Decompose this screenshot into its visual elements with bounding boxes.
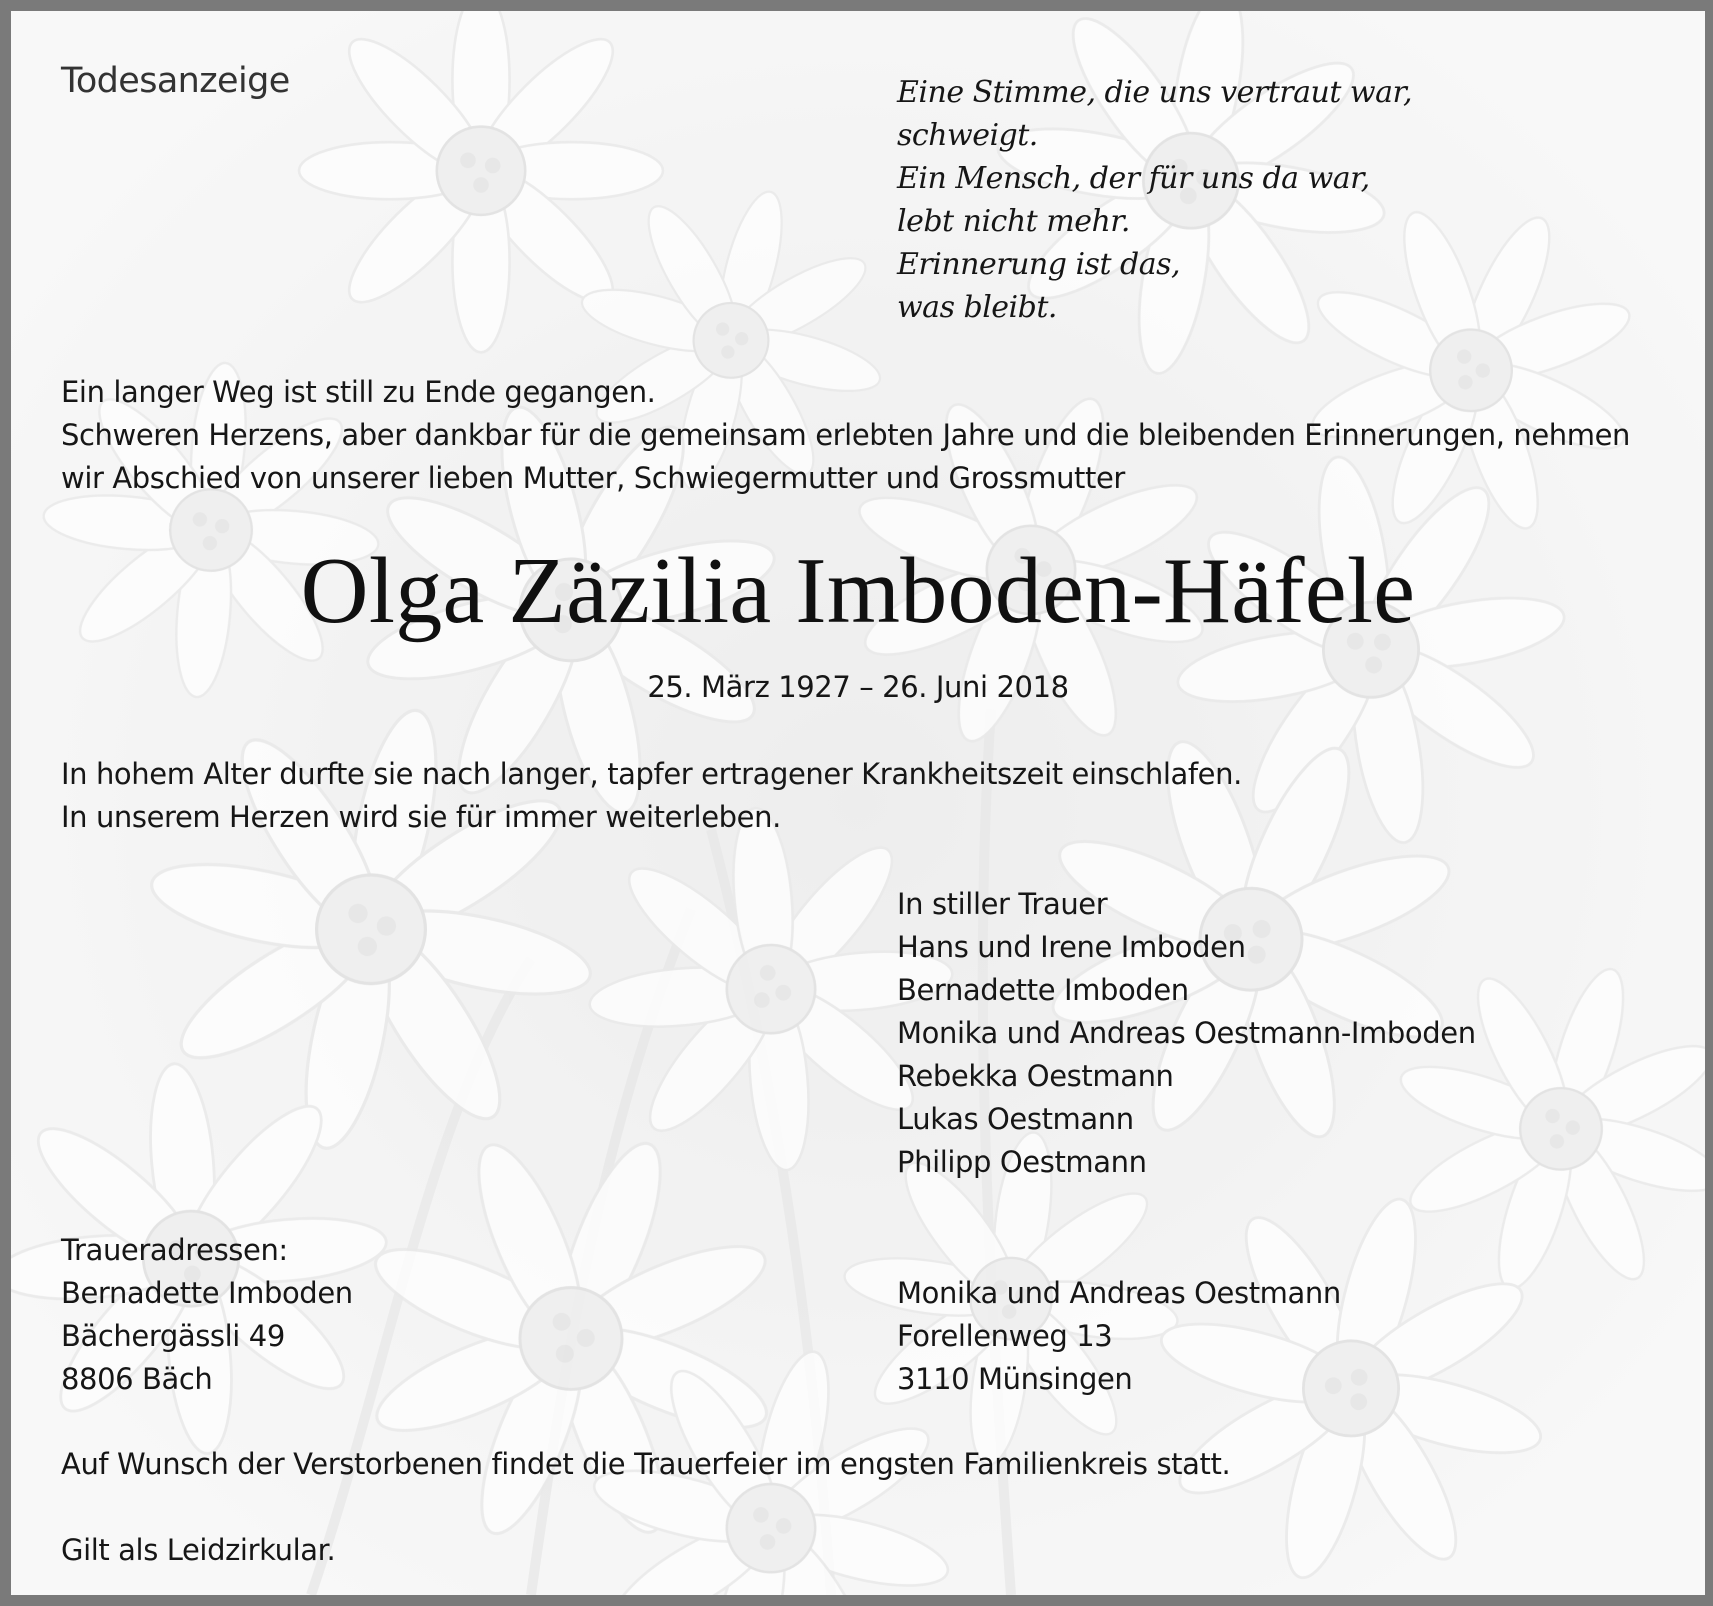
- poem-line: lebt nicht mehr.: [897, 204, 1130, 239]
- intro-line: Ein langer Weg ist still zu Ende gegangen.: [61, 375, 656, 409]
- poem-line: Erinnerung ist das,: [897, 247, 1181, 282]
- address-block-right: [897, 1272, 1341, 1401]
- ceremony-note: Auf Wunsch der Verstorbenen findet die Trauerfeier im engsten Familienkreis statt.: [61, 1447, 1231, 1481]
- address-block-left: [61, 1272, 353, 1401]
- intro-line: wir Abschied von unserer lieben Mutter, Schwiegermutter und Grossmutter: [61, 461, 1125, 495]
- intro-paragraph: [61, 371, 1630, 500]
- mourner-name: Monika und Andreas Oestmann-Imboden: [897, 1016, 1476, 1050]
- poem-line: Eine Stimme, die uns vertraut war,: [897, 75, 1413, 110]
- life-dates: 25. März 1927 – 26. Juni 2018: [647, 670, 1069, 704]
- mourner-name: Bernadette Imboden: [897, 973, 1189, 1007]
- circular-note: Gilt als Leidzirkular.: [61, 1533, 336, 1567]
- mourner-name: Philipp Oestmann: [897, 1145, 1147, 1179]
- notice-type-label: Todesanzeige: [61, 61, 290, 101]
- mourners-heading: In stiller Trauer: [897, 887, 1108, 921]
- address-line: Bernadette Imboden: [61, 1276, 353, 1310]
- addresses-label: Traueradressen:: [61, 1233, 288, 1267]
- deceased-name: Olga Zäzilia Imboden-Häfele: [300, 539, 1416, 643]
- mourner-name: Lukas Oestmann: [897, 1102, 1134, 1136]
- mourners-list: [897, 883, 1476, 1184]
- poem-line: schweigt.: [897, 118, 1038, 153]
- mourner-name: Rebekka Oestmann: [897, 1059, 1174, 1093]
- address-line: Forellenweg 13: [897, 1319, 1113, 1353]
- body-line: In unserem Herzen wird sie für immer weiterleben.: [61, 800, 781, 834]
- address-line: Monika und Andreas Oestmann: [897, 1276, 1341, 1310]
- memorial-poem: [897, 71, 1412, 329]
- body-paragraph: [61, 753, 1242, 839]
- address-line: 8806 Bäch: [61, 1362, 213, 1396]
- poem-line: was bleibt.: [897, 290, 1057, 325]
- mourner-name: Hans und Irene Imboden: [897, 930, 1246, 964]
- address-line: Bächergässli 49: [61, 1319, 285, 1353]
- address-line: 3110 Münsingen: [897, 1362, 1133, 1396]
- body-line: In hohem Alter durfte sie nach langer, tapfer ertragener Krankheitszeit einschlafen.: [61, 757, 1242, 791]
- poem-line: Ein Mensch, der für uns da war,: [897, 161, 1370, 196]
- intro-line: Schweren Herzens, aber dankbar für die gemeinsam erlebten Jahre und die bleibenden Erinnerungen, nehmen: [61, 418, 1631, 452]
